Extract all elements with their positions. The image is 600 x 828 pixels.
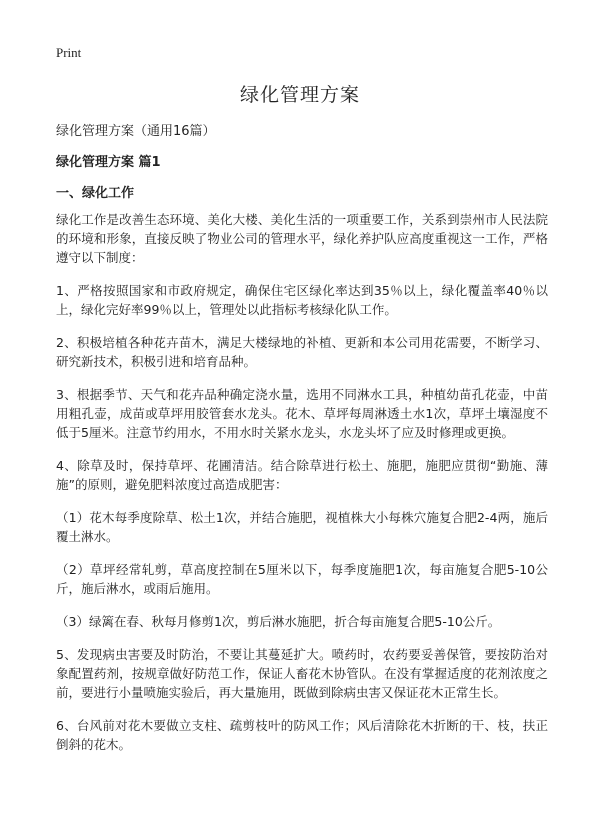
rule-paragraph: 1、严格按照国家和市政府规定，确保住宅区绿化率达到35％以上，绿化覆盖率40％以上，绿化完好率99％以上，管理处以此指标考核绿化队工作。 [56,283,548,317]
rule-paragraph: 5、发现病虫害要及时防治，不要让其蔓延扩大。喷药时，农药要妥善保管，要按防治对象配置药剂，按规章做好防范工作，保证人畜花木协管队。在没有掌握适度的花剂浓度之前，要进行小量喷施实验后，再大量施用，既做到除病虫害又保证花木正常生长。 [56,647,548,700]
sub-rule-paragraph: （1）花木每季度除草、松土1次，并结合施肥，视植株大小每株穴施复合肥2-4两，施后覆土淋水。 [56,510,548,544]
document-subtitle: 绿化管理方案（通用16篇） [56,124,216,139]
document-body [56,210,548,768]
rule-paragraph: 2、积极培植各种花卉苗木，满足大楼绿地的补植、更新和本公司用花需要，不断学习、研究新技术，积极引进和培育品种。 [56,335,548,369]
sub-rule-paragraph: （3）绿篱在春、秋每月修剪1次，剪后淋水施肥，折合每亩施复合肥5-10公斤。 [56,614,501,629]
rule-paragraph: 4、除草及时，保持草坪、花圃清洁。结合除草进行松土、施肥，施肥应贯彻“勤施、薄施”的原则，避免肥料浓度过高造成肥害： [56,458,548,492]
print-link[interactable]: Print [56,45,82,60]
document-title: 绿化管理方案 [239,84,360,106]
intro-paragraph: 绿化工作是改善生态环境、美化大楼、美化生活的一项重要工作，关系到崇州市人民法院的环境和形象，直接反映了物业公司的管理水平，绿化养护队应高度重视这一工作，严格遵守以下制度： [56,212,548,265]
rule-paragraph: 6、台风前对花木要做立支柱、疏剪枝叶的防风工作；风后清除花木折断的干、枝，扶正倒斜的花木。 [56,718,548,752]
rule-paragraph: 3、根据季节、天气和花卉品种确定浇水量，选用不同淋水工具，种植幼苗孔花壶，中苗用粗孔壶，成苗或草坪用胶管套水龙头。花木、草坪每周淋透土水1次，草坪土壤湿度不低于5厘米。注意节约用水，不用水时关紧水龙头，水龙头坏了应及时修理或更换。 [56,387,548,440]
section-title: 绿化管理方案 篇1 [56,155,161,170]
sub-rule-paragraph: （2）草坪经常轧剪，草高度控制在5厘米以下，每季度施肥1次，每亩施复合肥5-10公斤，施后淋水，或雨后施用。 [56,562,548,596]
section-heading: 一、绿化工作 [56,186,135,201]
